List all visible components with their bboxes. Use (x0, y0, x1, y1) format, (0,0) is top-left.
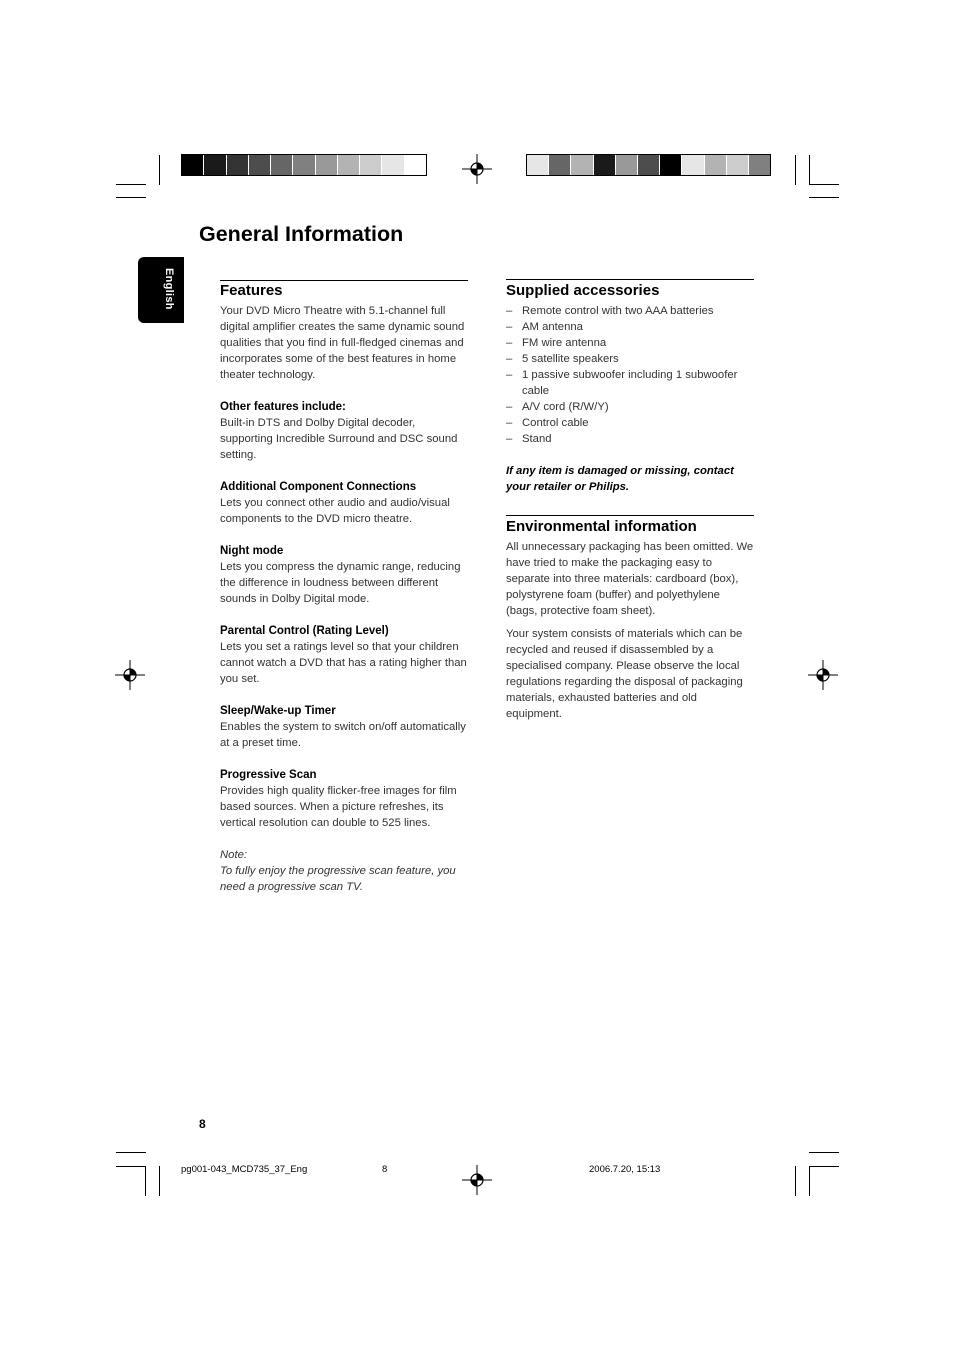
color-calibration-strip-left (181, 154, 427, 176)
feature-text: Lets you compress the dynamic range, reducing the difference in loudness between different sounds in Dolby Digital mode. (220, 561, 461, 605)
damage-warning: If any item is damaged or missing, contact your retailer or Philips. (506, 465, 734, 493)
feature-title: Other features include: (220, 401, 346, 413)
footer-file-name: pg001-043_MCD735_37_Eng (181, 1164, 308, 1175)
feature-title: Progressive Scan (220, 769, 317, 781)
accessories-list (506, 303, 754, 447)
footer-page: 8 (382, 1164, 388, 1175)
list-item: – Remote control with two AAA batteries (506, 303, 754, 319)
color-swatch (405, 155, 426, 175)
feature-item (220, 479, 468, 527)
features-heading: Features (220, 282, 283, 299)
crop-mark (809, 184, 839, 185)
registration-mark-icon (808, 660, 838, 690)
feature-item (220, 703, 468, 751)
crop-mark (159, 155, 160, 185)
registration-mark-icon (462, 154, 492, 184)
note-label: Note: (220, 849, 248, 861)
crop-mark (145, 1166, 146, 1196)
section-rule (220, 280, 468, 281)
color-swatch (749, 155, 770, 175)
feature-title: Night mode (220, 545, 284, 557)
environmental-paragraph: All unnecessary packaging has been omitted. We have tried to make the packaging easy to separate into three materials: cardboard (box), polystyrene foam (buffer) and polyethylene (bags, protective foam sheet). (506, 541, 754, 617)
feature-item (220, 543, 468, 607)
environmental-heading: Environmental information (506, 518, 697, 535)
feature-text: Enables the system to switch on/off automatically at a preset time. (220, 721, 466, 749)
page-number: 8 (199, 1117, 206, 1131)
feature-text: Lets you set a ratings level so that your children cannot watch a DVD that has a rating higher than you set. (220, 641, 467, 685)
color-swatch (571, 155, 593, 175)
crop-mark (116, 1166, 146, 1167)
environmental-paragraph: Your system consists of materials which can be recycled and reused if disassembled by a specialised company. Please observe the local regulations regarding the disposal of packaging materials, exhausted batteries and old equipment. (506, 628, 743, 720)
registration-mark-icon (462, 1165, 492, 1195)
color-calibration-strip-right (526, 154, 771, 176)
color-swatch (271, 155, 293, 175)
list-item: – 5 satellite speakers (506, 351, 754, 367)
crop-mark (809, 155, 810, 185)
color-swatch (638, 155, 660, 175)
footer-date: 2006.7.20, 15:13 (589, 1164, 661, 1175)
color-swatch (727, 155, 749, 175)
color-swatch (316, 155, 338, 175)
language-tab-label: English (163, 268, 175, 310)
crop-mark (809, 1166, 839, 1167)
section-rule (506, 515, 754, 516)
list-item: – 1 passive subwoofer including 1 subwoofer cable (506, 367, 754, 399)
color-swatch (227, 155, 249, 175)
feature-text: Provides high quality flicker-free images for film based sources. When a picture refreshes, its vertical resolution can double to 525 lines. (220, 785, 457, 829)
feature-item (220, 399, 468, 463)
list-item: – Control cable (506, 415, 754, 431)
feature-title: Sleep/Wake-up Timer (220, 705, 336, 717)
crop-mark (795, 1166, 796, 1196)
crop-mark (809, 1152, 839, 1153)
feature-text: Built-in DTS and Dolby Digital decoder, supporting Incredible Surround and DSC sound setting. (220, 417, 458, 461)
accessories-heading: Supplied accessories (506, 282, 660, 299)
crop-mark (809, 197, 839, 198)
feature-title: Parental Control (Rating Level) (220, 625, 389, 637)
registration-mark-icon (115, 660, 145, 690)
crop-mark (116, 197, 146, 198)
color-swatch (204, 155, 226, 175)
crop-mark (159, 1166, 160, 1196)
list-item: – FM wire antenna (506, 335, 754, 351)
color-swatch (249, 155, 271, 175)
color-swatch (549, 155, 571, 175)
accessories-section (506, 279, 754, 495)
note (220, 847, 468, 895)
list-item: – AM antenna (506, 319, 754, 335)
crop-mark (795, 155, 796, 185)
color-swatch (616, 155, 638, 175)
crop-mark (116, 184, 146, 185)
feature-text: Lets you connect other audio and audio/visual components to the DVD micro theatre. (220, 497, 450, 525)
note-text: To fully enjoy the progressive scan feature, you need a progressive scan TV. (220, 865, 456, 893)
section-rule (506, 279, 754, 280)
features-intro: Your DVD Micro Theatre with 5.1-channel full digital amplifier creates the same dynamic sound qualities that you find in full-fledged cinemas and incorporates some of the best features in home theater technology. (220, 305, 465, 381)
color-swatch (594, 155, 616, 175)
color-swatch (527, 155, 549, 175)
page-title: General Information (199, 222, 404, 246)
list-item: – Stand (506, 431, 754, 447)
color-swatch (705, 155, 727, 175)
feature-item (220, 767, 468, 831)
crop-mark (116, 1152, 146, 1153)
language-tab (138, 257, 184, 323)
color-swatch (382, 155, 404, 175)
feature-item (220, 623, 468, 687)
color-swatch (182, 155, 204, 175)
list-item: – A/V cord (R/W/Y) (506, 399, 754, 415)
crop-mark (809, 1166, 810, 1196)
environmental-section (506, 515, 754, 722)
feature-title: Additional Component Connections (220, 481, 417, 493)
color-swatch (660, 155, 682, 175)
color-swatch (360, 155, 382, 175)
features-section (220, 280, 468, 895)
color-swatch (682, 155, 704, 175)
color-swatch (293, 155, 315, 175)
color-swatch (338, 155, 360, 175)
